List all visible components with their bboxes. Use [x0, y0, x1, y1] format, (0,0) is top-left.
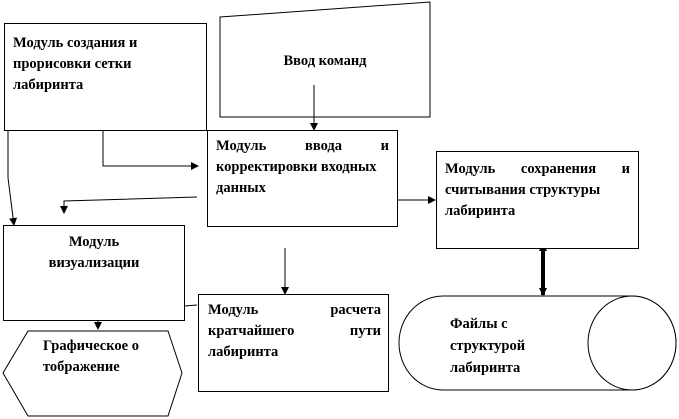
graphic-output-label: Графическое отображение	[43, 338, 139, 375]
grid-module-box	[4, 23, 207, 131]
grid-module-label: Модуль создания и прорисовки сетки лабиринта	[13, 35, 138, 93]
save-module-box	[436, 151, 639, 249]
save-module-label-rest: считывания структуры лабиринта	[445, 182, 601, 219]
maze-files-label: Файлы с структурой лабиринта	[450, 316, 526, 376]
arrow-data-input-to-visualization	[64, 197, 197, 213]
save-module-label-line1: Модуль сохранения и	[445, 161, 630, 177]
path-module-label-line1: Модуль расчета	[208, 302, 381, 318]
path-module-label-line2: кратчайшего пути	[208, 323, 381, 339]
visualization-module-label: Модуль визуализации	[48, 234, 140, 271]
path-module-label-rest: лабиринта	[208, 344, 279, 360]
arrow-grid-to-data-input	[103, 130, 198, 166]
command-input-label: Ввод команд	[283, 53, 367, 69]
path-module-box	[198, 294, 389, 392]
data-input-module-label-line1: Модуль ввода и	[216, 138, 389, 154]
arrow-grid-to-visualization	[8, 130, 14, 225]
data-input-module-label-rest: корректировки входных данных	[216, 159, 377, 196]
visualization-module-box	[3, 225, 185, 321]
data-input-module-box	[207, 130, 398, 227]
